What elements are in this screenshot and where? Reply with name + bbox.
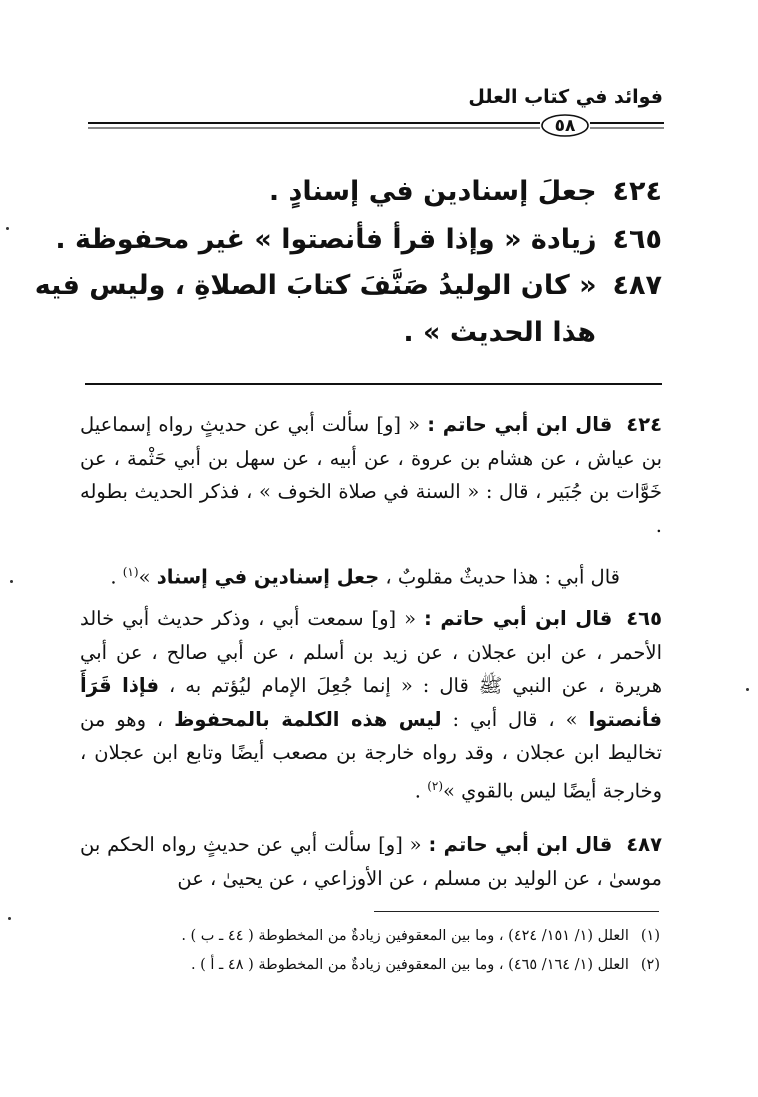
entry-lead: قال ابن أبي حاتم : bbox=[428, 833, 613, 856]
hadith-bold: فإذا قَرَأَ فأنصتوا bbox=[80, 674, 662, 731]
entry-487 bbox=[80, 828, 662, 895]
summary-number: ٤٢٤ bbox=[612, 176, 662, 207]
entry-lead: قال ابن أبي حاتم : bbox=[424, 607, 613, 630]
summary-number: ٤٨٧ bbox=[612, 270, 662, 301]
summary-line-2 bbox=[55, 224, 662, 255]
footnote-rule bbox=[374, 911, 659, 912]
entry-number: ٤٨٧ bbox=[626, 833, 662, 856]
section-divider bbox=[85, 383, 662, 385]
running-title: فوائد في كتاب العلل bbox=[468, 86, 663, 108]
summary-text: زيادة « وإذا قرأ فأنصتوا » غير محفوظة . bbox=[55, 224, 597, 255]
entry-number: ٤٦٥ bbox=[626, 607, 662, 630]
entry-tail: . bbox=[414, 779, 421, 802]
quote-tail: . bbox=[110, 565, 117, 589]
summary-number: ٤٦٥ bbox=[612, 224, 662, 255]
scan-speck bbox=[746, 688, 749, 691]
footnote-text: العلل (١/ ١٥١/ ٤٢٤) ، وما بين المعقوفين زيادةٌ من المخطوطة ( ٤٤ ـ ب ) . bbox=[181, 928, 629, 944]
footnote-2 bbox=[191, 957, 660, 973]
quote-text: قال أبي : هذا حديثٌ مقلوبٌ ، bbox=[385, 565, 620, 589]
footnote-number: (٢) bbox=[640, 957, 660, 973]
scan-speck bbox=[8, 917, 11, 920]
entry-text: « [و] سمعت أبي ، وذكر حديث أبي خالد الأحمر ، عن ابن عجلان ، عن زيد بن أسلم ، عن أبي صالح ، عن أبي هريرة ، عن النبي ﷺ قال : « إنما جُعِلَ الإمام ليُؤتم به ، bbox=[80, 607, 662, 697]
summary-line-3-cont: هذا الحديث » . bbox=[403, 317, 596, 348]
entry-number: ٤٢٤ bbox=[626, 413, 663, 436]
summary-line-3 bbox=[35, 270, 662, 301]
page-number: ٥٨ bbox=[554, 115, 576, 136]
footnote-1 bbox=[181, 928, 660, 944]
footnote-marker[interactable]: (١) bbox=[122, 565, 139, 579]
scan-speck bbox=[6, 227, 9, 230]
entry-text: ، وهو من تخاليط ابن عجلان ، وقد رواه خارجة بن مصعب أيضًا وتابع ابن عجلان ، وخارجة أيضًا ليس بالقوي » bbox=[80, 707, 662, 802]
entry-424 bbox=[80, 408, 662, 542]
entry-text: « [و] سألت أبي عن حديثٍ رواه الحكم بن موسىٰ ، عن الوليد بن مسلم ، عن الأوزاعي ، عن يحيىٰ ، عن bbox=[80, 833, 662, 890]
footnote-text: العلل (١/ ١٦٤/ ٤٦٥) ، وما بين المعقوفين زيادةٌ من المخطوطة ( ٤٨ ـ أ ) . bbox=[190, 957, 629, 973]
page-number-frame bbox=[540, 113, 590, 138]
summary-line-1 bbox=[269, 176, 662, 207]
verdict-bold: ليس هذه الكلمة بالمحفوظ bbox=[174, 707, 442, 731]
entry-lead: قال ابن أبي حاتم : bbox=[427, 413, 613, 436]
summary-text: جعلَ إسنادين في إسنادٍ . bbox=[268, 176, 597, 207]
entry-text: « [و] سألت أبي عن حديثٍ رواه إسماعيل بن عياش ، عن هشام بن عروة ، عن أبيه ، عن سهل بن أبي حَثْمة ، عن خَوَّات بن جُبَير ، قال : « السنة في صلاة الخوف » ، فذكر الحديث بطوله . bbox=[80, 413, 662, 537]
summary-text: « كان الوليدُ صَنَّفَ كتابَ الصلاةِ ، وليس فيه bbox=[34, 270, 597, 301]
quote-end: » bbox=[138, 565, 151, 589]
footnote-marker[interactable]: (٢) bbox=[427, 778, 444, 793]
entry-424-quote bbox=[80, 556, 620, 594]
scan-speck bbox=[10, 580, 13, 583]
entry-465 bbox=[80, 602, 662, 808]
quote-bold: جعل إسنادين في إسناد bbox=[156, 565, 380, 589]
footnote-number: (١) bbox=[640, 928, 660, 944]
entry-text: » ، قال أبي : bbox=[452, 707, 578, 731]
